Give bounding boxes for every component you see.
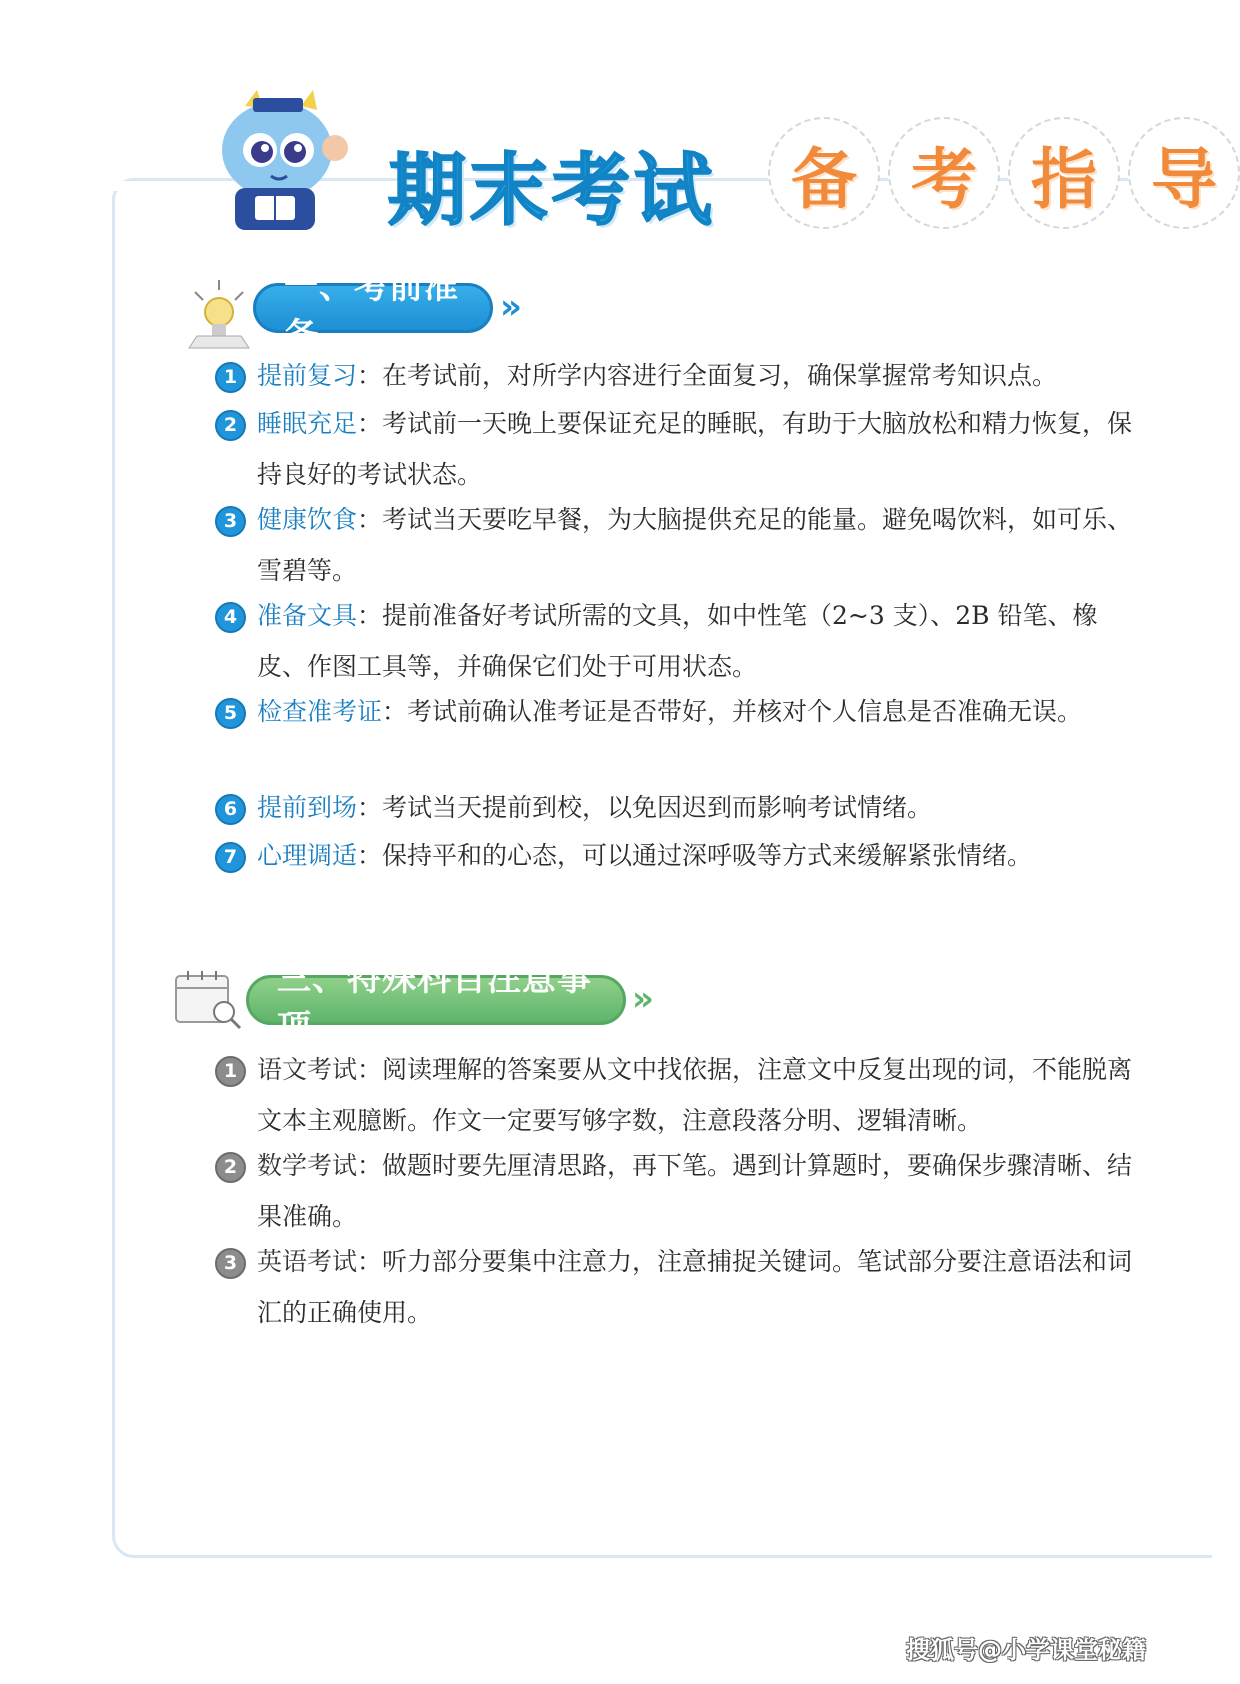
- list-item: [215, 686, 1145, 737]
- item-text: ：考试当天提前到校，以免因迟到而影响考试情绪。: [357, 793, 933, 822]
- section-heading-prep: 一、考前准备: [253, 283, 493, 333]
- number-badge: 5: [215, 698, 246, 729]
- number-badge: 2: [215, 410, 246, 441]
- number-badge: 3: [215, 506, 246, 537]
- number-badge: 6: [215, 794, 246, 825]
- item-text: ：考试前一天晚上要保证充足的睡眠，有助于大脑放松和精力恢复，保持良好的考试状态。: [257, 409, 1133, 489]
- item-text: ：做题时要先厘清思路，再下笔。遇到计算题时，要确保步骤清晰、结果准确。: [257, 1151, 1133, 1231]
- item-text: ：听力部分要集中注意力，注意捕捉关键词。笔试部分要注意语法和词汇的正确使用。: [257, 1247, 1133, 1327]
- title-bubble-char: 考: [888, 117, 1000, 229]
- number-badge: 4: [215, 602, 246, 633]
- item-label: 提前到场: [257, 793, 358, 822]
- list-item: [215, 830, 1145, 881]
- list-item: [215, 398, 1145, 500]
- list-item: [215, 1236, 1145, 1338]
- lightbulb-icon: [185, 278, 253, 356]
- item-text: ：阅读理解的答案要从文中找依据，注意文中反复出现的词，不能脱离文本主观臆断。作文一定要写够字数，注意段落分明、逻辑清晰。: [257, 1055, 1133, 1135]
- list-item: [215, 590, 1145, 692]
- list-item: [215, 1044, 1145, 1146]
- item-label: 检查准考证: [257, 697, 383, 726]
- item-label: 健康饮食: [257, 505, 358, 534]
- title-bubble-char: 指: [1008, 117, 1120, 229]
- number-badge: 1: [215, 1056, 246, 1087]
- item-label: 语文考试: [257, 1055, 358, 1084]
- title-bubble-char: 备: [768, 117, 880, 229]
- page-title: 期末考试: [388, 146, 717, 236]
- section-heading-subjects: 三、特殊科目注意事项: [246, 975, 626, 1025]
- item-text: ：提前准备好考试所需的文具，如中性笔（2~3 支）、2B 铅笔、橡皮、作图工具等，并确保它们处于可用状态。: [257, 601, 1098, 681]
- item-label: 数学考试: [257, 1151, 358, 1180]
- calendar-magnifier-icon: [172, 968, 244, 1032]
- title-bubble-char: 导: [1128, 117, 1240, 229]
- number-badge: 7: [215, 842, 246, 873]
- list-item: [215, 782, 1145, 833]
- title-subtitle-bubbles: [768, 117, 1240, 229]
- item-text: ：在考试前，对所学内容进行全面复习，确保掌握常考知识点。: [357, 361, 1058, 390]
- item-label: 英语考试: [257, 1247, 358, 1276]
- number-badge: 3: [215, 1248, 246, 1279]
- item-text: ：考试当天要吃早餐，为大脑提供充足的能量。避免喝饮料，如可乐、雪碧等。: [257, 505, 1133, 585]
- number-badge: 1: [215, 362, 246, 393]
- item-label: 准备文具: [257, 601, 358, 630]
- item-label: 提前复习: [257, 361, 358, 390]
- item-text: ：保持平和的心态，可以通过深呼吸等方式来缓解紧张情绪。: [357, 841, 1033, 870]
- double-chevron-icon: »: [632, 979, 654, 1019]
- item-label: 睡眠充足: [257, 409, 358, 438]
- item-text: ：考试前确认准考证是否带好，并核对个人信息是否准确无误。: [382, 697, 1083, 726]
- number-badge: 2: [215, 1152, 246, 1183]
- dragon-mascot-icon: [205, 88, 365, 233]
- list-item: [215, 494, 1145, 596]
- list-item: [215, 350, 1145, 401]
- list-item: [215, 1140, 1145, 1242]
- watermark: 搜狐号@小学课堂秘籍: [906, 1636, 1146, 1664]
- double-chevron-icon: »: [500, 287, 522, 327]
- item-label: 心理调适: [257, 841, 358, 870]
